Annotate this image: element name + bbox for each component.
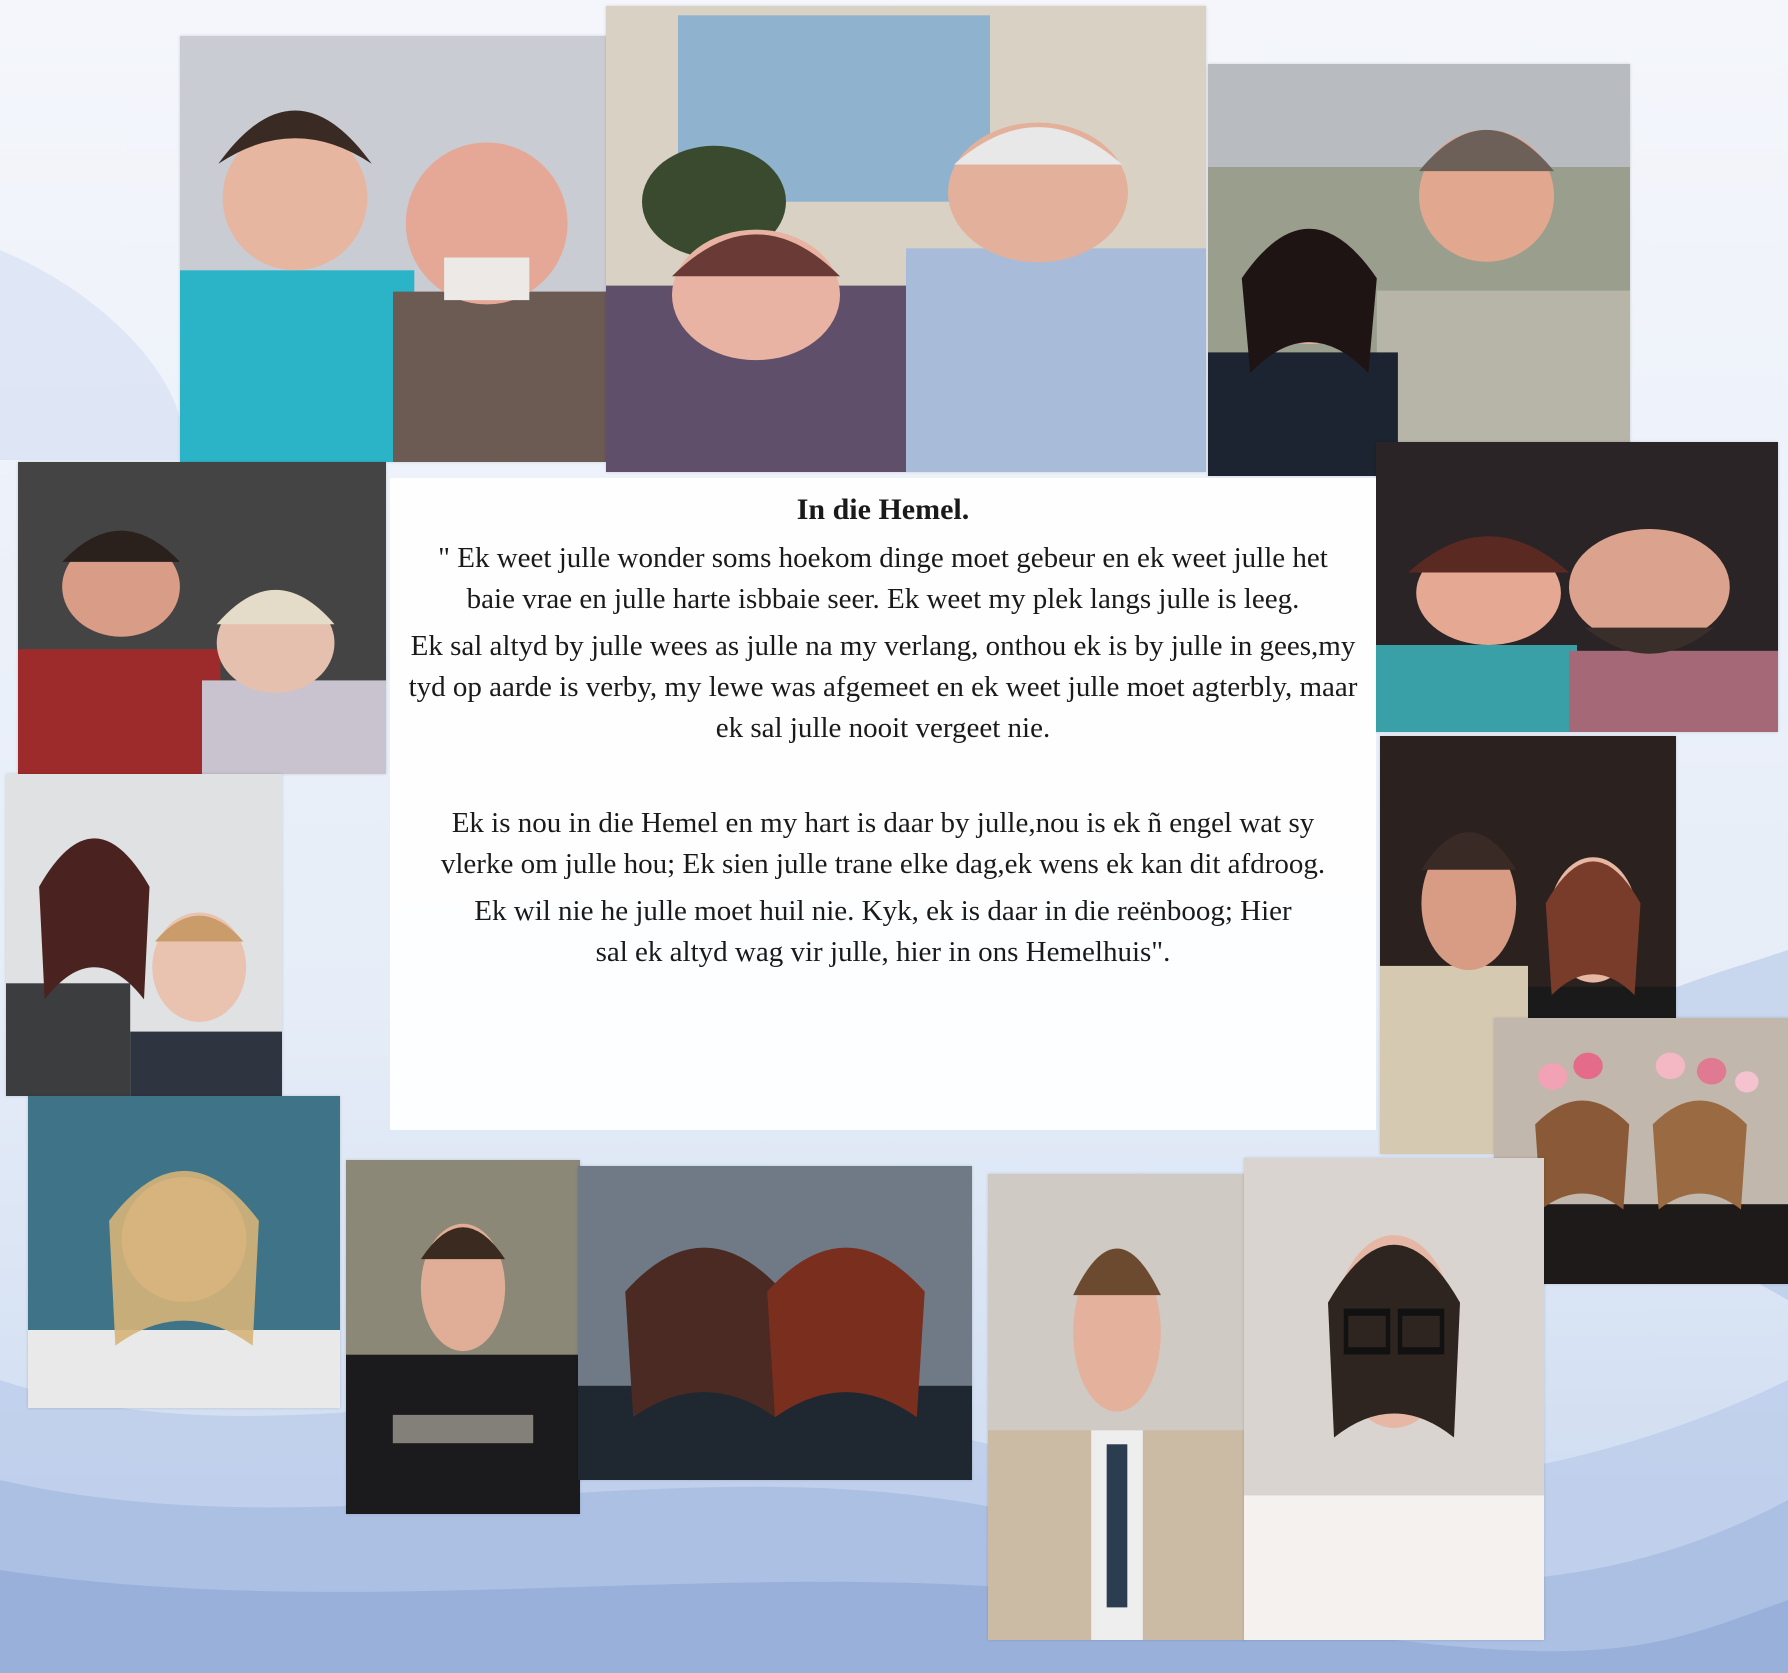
photo-couple-top-center	[606, 6, 1206, 472]
photo-couple-top-right	[1208, 64, 1630, 476]
poem-stanza-4: Ek wil nie he julle moet huil nie. Kyk, ek is daar in die reënboog; Hier sal ek altyd wag vir julle, hier in ons Hemelhuis".	[474, 895, 1292, 968]
poem-stanza-1: " Ek weet julle wonder soms hoekom dinge moet gebeur en ek weet julle het baie vrae en julle harte isbbaie seer. Ek weet my plek langs julle is leeg.	[438, 542, 1328, 615]
photo-young-woman-sea	[28, 1096, 340, 1408]
poem-stanza-2: Ek sal altyd by julle wees as julle na my verlang, onthou ek is by julle in gees,my tyd op aarde is verby, my lewe was afgemeet en ek weet julle moet agterbly, maar ek sal julle nooit vergeet nie.	[408, 630, 1358, 744]
poem	[390, 478, 1376, 973]
photo-couple-car	[18, 462, 386, 774]
photo-girl-glasses	[1244, 1158, 1544, 1640]
photo-mother-child	[6, 774, 282, 1096]
photo-young-man-suit	[988, 1174, 1246, 1640]
photo-couple-top-left	[180, 36, 606, 462]
photo-young-man-black-shirt	[346, 1160, 580, 1514]
photo-couple-right-upper	[1376, 442, 1778, 732]
poem-title: In die Hemel.	[796, 493, 970, 526]
poem-stanza-3: Ek is nou in die Hemel en my hart is daar by julle,nou is ek ñ engel wat sy vlerke om julle hou; Ek sien julle trane elke dag,ek wens ek kan dit afdroog.	[440, 807, 1326, 880]
photo-two-young-women	[578, 1166, 972, 1480]
